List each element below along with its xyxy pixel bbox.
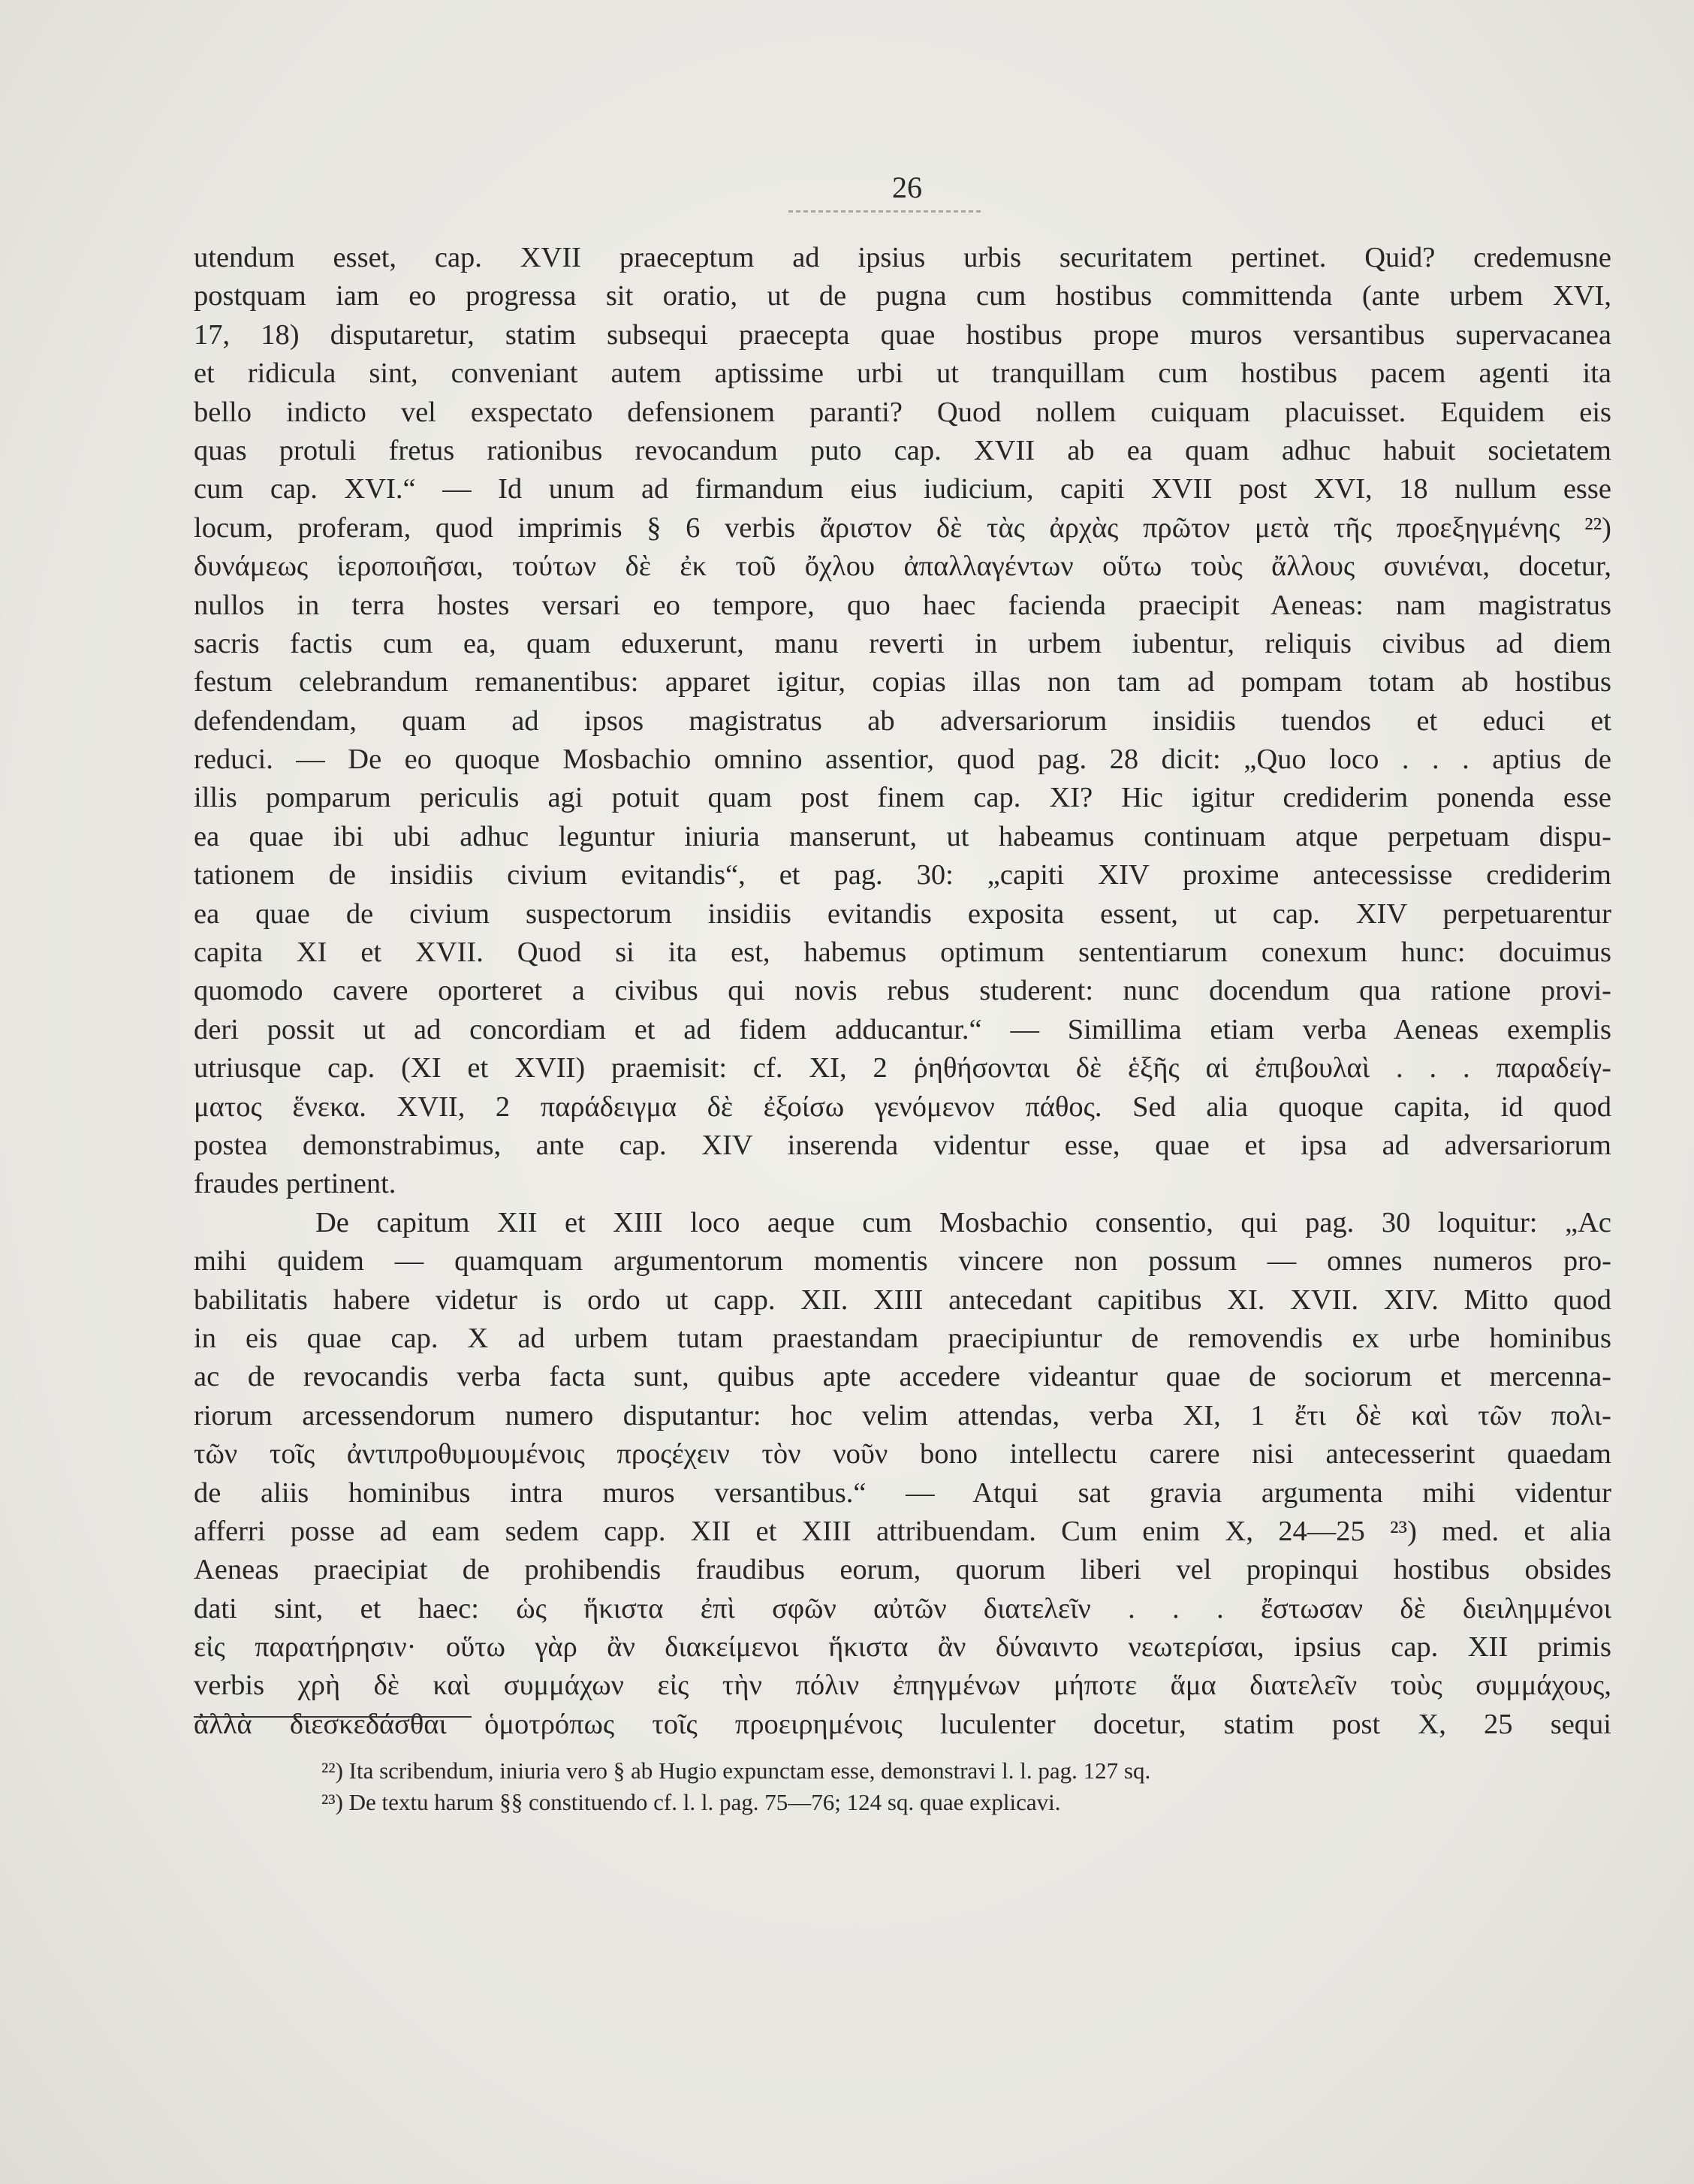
footnote-separator xyxy=(194,1716,472,1718)
body-line: dati sint, et haec: ὡς ἥκιστα ἐπὶ σφῶν αὐτῶν διατελεῖν . . . ἔστωσαν δὲ διειλημμένοι xyxy=(194,1592,1611,1624)
body-line: defendendam, quam ad ipsos magistratus ab adversariorum insidiis tuendos et educi et xyxy=(194,704,1611,737)
body-line: in eis quae cap. X ad urbem tutam praestandam praecipiuntur de removendis ex urbe hominibus xyxy=(194,1322,1611,1354)
body-line: tationem de insidiis civium evitandis“, et pag. 30: „capiti XIV proxime antecessisse crediderim xyxy=(194,859,1611,891)
body-line: ac de revocandis verba facta sunt, quibus apte accedere videantur quae de sociorum et mercenna- xyxy=(194,1361,1611,1393)
body-line: festum celebrandum remanentibus: apparet igitur, copias illas non tam ad pompam totam ab hostibus xyxy=(194,666,1611,698)
body-line: deri possit ut ad concordiam et ad fidem adducantur.“ — Simillima etiam verba Aeneas exemplis xyxy=(194,1013,1611,1045)
body-line: De capitum XII et XIII loco aeque cum Mosbachio consentio, qui pag. 30 loquitur: „Ac xyxy=(315,1206,1611,1238)
body-line: ματος ἕνεκα. XVII, 2 παράδειγμα δὲ ἐξοίσω γενόμενον πάθος. Sed alia quoque capita, id quod xyxy=(194,1090,1611,1123)
body-line: et ridicula sint, conveniant autem aptissime urbi ut tranquillam cum hostibus pacem agenti ita xyxy=(194,357,1611,390)
body-line: bello indicto vel exspectato defensionem paranti? Quod nollem cuiquam placuisset. Equidem eis xyxy=(194,396,1611,428)
body-line: fraudes pertinent. xyxy=(194,1168,396,1200)
footnote: ²³) De textu harum §§ constituendo cf. l. l. pag. 75—76; 124 sq. quae explicavi. xyxy=(321,1789,1061,1815)
page-number: 26 xyxy=(892,170,922,204)
body-line: postquam iam eo progressa sit oratio, ut de pugna cum hostibus committenda (ante urbem XVI, xyxy=(194,280,1611,312)
body-line: mihi quidem — quamquam argumentorum momentis vincere non possum — omnes numeros pro- xyxy=(194,1245,1611,1278)
body-text xyxy=(194,239,1611,1744)
body-line: ea quae ibi ubi adhuc leguntur iniuria manserunt, ut habeamus continuam atque perpetuam dispu- xyxy=(194,820,1611,852)
body-line: verbis χρὴ δὲ καὶ συμμάχων εἰς τὴν πόλιν ἐπηγμένων μήποτε ἅμα διατελεῖν τοὺς συμμάχους, xyxy=(194,1670,1611,1702)
body-line: de aliis hominibus intra muros versantibus.“ — Atqui sat gravia argumenta mihi videntur xyxy=(194,1477,1611,1509)
body-line: εἰς παρατήρησιν· οὕτω γὰρ ἂν διακείμενοι ἥκιστα ἂν δύναιντο νεωτερίσαι, ipsius cap. XII primis xyxy=(194,1631,1611,1664)
body-line: locum, proferam, quod imprimis § 6 verbis ἄριστον δὲ τὰς ἀρχὰς πρῶτον μετὰ τῆς προεξηγμένης ²²) xyxy=(194,511,1611,544)
body-line: illis pomparum periculis agi potuit quam post finem cap. XI? Hic igitur crediderim ponenda esse xyxy=(194,782,1611,814)
body-line: ἀλλὰ διεσκεδάσθαι ὁμοτρόπως τοῖς προειρημένοις luculenter docetur, statim post X, 25 sequi xyxy=(194,1708,1611,1740)
footnote: ²²) Ita scribendum, iniuria vero § ab Hugio expunctam esse, demonstravi l. l. pag. 127 sq. xyxy=(321,1757,1151,1784)
body-line: cum cap. XVI.“ — Id unum ad firmandum eius iudicium, capiti XVII post XVI, 18 nullum esse xyxy=(194,473,1611,505)
body-line: 17, 18) disputaretur, statim subsequi praecepta quae hostibus prope muros versantibus supervacanea xyxy=(194,318,1611,351)
body-line: riorum arcessendorum numero disputantur: hoc velim attendas, verba XI, 1 ἔτι δὲ καὶ τῶν πολι- xyxy=(194,1399,1611,1431)
body-line: nullos in terra hostes versari eo tempore, quo haec facienda praecipit Aeneas: nam magistratus xyxy=(194,589,1611,621)
body-line: utriusque cap. (XI et XVII) praemisit: cf. XI, 2 ῥηθήσονται δὲ ἑξῆς αἱ ἐπιβουλαὶ . . . παραδείγ- xyxy=(194,1052,1611,1084)
footnotes xyxy=(321,1755,1373,1818)
body-line: ea quae de civium suspectorum insidiis evitandis exposita essent, ut cap. XIV perpetuarentur xyxy=(194,897,1611,930)
body-line: utendum esset, cap. XVII praeceptum ad ipsius urbis securitatem pertinet. Quid? credemusne xyxy=(194,242,1611,273)
body-line: quas protuli fretus rationibus revocandum puto cap. XVII ab ea quam adhuc habuit societatem xyxy=(194,434,1611,466)
body-line: quomodo cavere oporteret a civibus qui novis rebus studerent: nunc docendum qua ratione provi- xyxy=(194,975,1611,1007)
body-line: capita XI et XVII. Quod si ita est, habemus optimum sententiarum conexum hunc: docuimus xyxy=(194,937,1611,969)
body-line: τῶν τοῖς ἀντιπροθυμουμένοις προςέχειν τὸν νοῦν bono intellectu carere nisi antecesserint quaedam xyxy=(194,1438,1611,1471)
body-line: babilitatis habere videtur is ordo ut capp. XII. XIII antecedant capitibus XI. XVII. XIV. Mitto quod xyxy=(194,1284,1611,1316)
body-line: postea demonstrabimus, ante cap. XIV inserenda videntur esse, quae et ipsa ad adversariorum xyxy=(194,1129,1611,1161)
body-line: afferri posse ad eam sedem capp. XII et XIII attribuendam. Cum enim X, 24—25 ²³) med. et alia xyxy=(194,1515,1611,1547)
body-line: δυνάμεως ἱεροποιῆσαι, τούτων δὲ ἐκ τοῦ ὄχλου ἀπαλλαγέντων οὕτω τοὺς ἄλλους συνιέναι, docetur, xyxy=(194,551,1611,583)
body-line: reduci. — De eo quoque Mosbachio omnino assentior, quod pag. 28 dicit: „Quo loco . . . aptius de xyxy=(194,744,1611,776)
body-line: Aeneas praecipiat de prohibendis fraudibus eorum, quorum liberi vel propinqui hostibus obsides xyxy=(194,1554,1611,1586)
page-number-ornament xyxy=(788,210,984,213)
body-line: sacris factis cum ea, quam eduxerunt, manu reverti in urbem iubentur, reliquis civibus ad diem xyxy=(194,627,1611,659)
